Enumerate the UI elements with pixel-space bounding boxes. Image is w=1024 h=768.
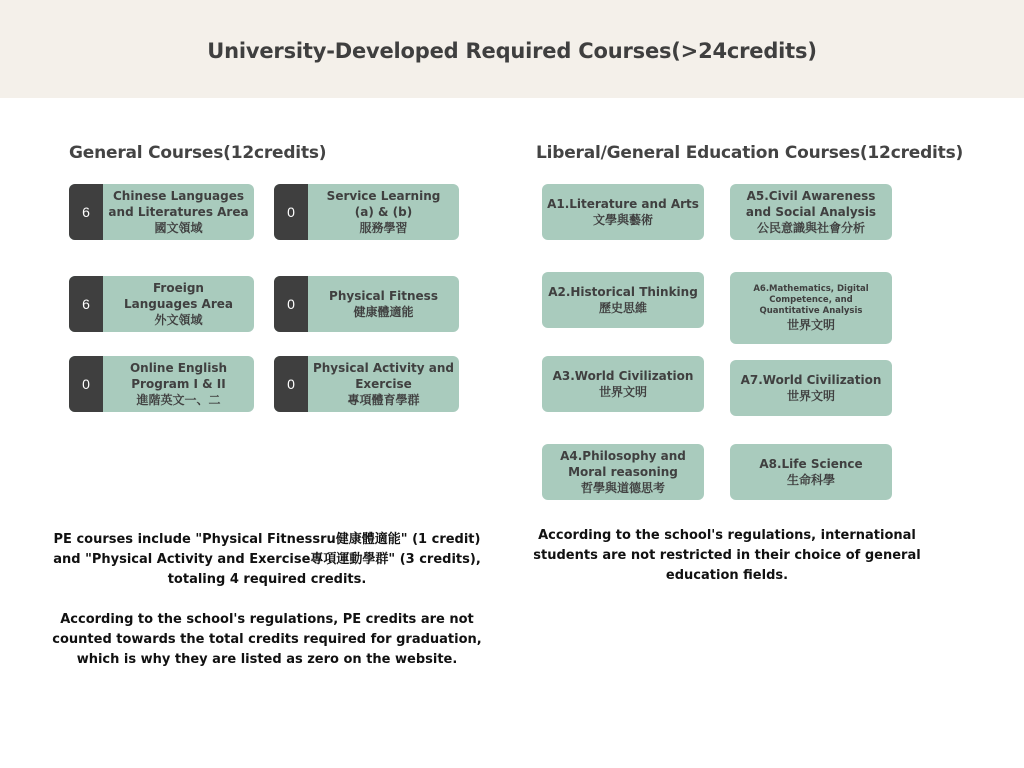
area-card-a2 — [542, 272, 704, 328]
area-label — [542, 184, 704, 240]
area-card-a7 — [730, 360, 892, 416]
area-label — [542, 444, 704, 500]
area-name-zh: 哲學與道德思考 — [580, 481, 665, 495]
course-card-chinese — [69, 184, 254, 240]
area-name-en: A6.Mathematics, Digital Competence, and Quantitative Analysis — [753, 283, 869, 316]
course-label — [103, 356, 254, 412]
course-name-zh: 進階英文一、二 — [136, 393, 221, 407]
area-label — [730, 360, 892, 416]
international-students-note: According to the school's regulations, international students are not restricted in their choice of general education fields. — [533, 528, 921, 583]
area-name-zh: 世界文明 — [786, 317, 835, 332]
page-title: University-Developed Required Courses(>24credits) — [207, 39, 817, 63]
course-name-zh: 健康體適能 — [353, 305, 414, 319]
course-label — [308, 276, 459, 332]
credit-count: 0 — [274, 184, 308, 240]
pe-graduation-note: According to the school's regulations, PE credits are not counted towards the total credits required for graduation, which is why they are listed as zero on the website. — [52, 612, 482, 667]
course-name-en: Physical Fitness — [329, 289, 438, 303]
area-card-a1 — [542, 184, 704, 240]
course-name-en: Chinese Languages and Literatures Area — [108, 189, 249, 219]
area-name-en: A1.Literature and Arts — [547, 197, 699, 211]
course-card-online-english — [69, 356, 254, 412]
area-card-a4 — [542, 444, 704, 500]
credit-count: 0 — [274, 276, 308, 332]
course-card-service-learning — [274, 184, 459, 240]
area-name-en: A4.Philosophy and Moral reasoning — [560, 449, 686, 479]
credit-count: 0 — [69, 356, 103, 412]
area-name-en: A3.World Civilization — [552, 369, 694, 383]
credit-count: 6 — [69, 184, 103, 240]
area-name-zh: 世界文明 — [598, 385, 647, 399]
pe-credits-note: PE courses include "Physical Fitnessru健康體適能" (1 credit) and "Physical Activity and Exercise專項運動學群" (3 credits), totaling 4 required credits. — [53, 532, 481, 587]
course-card-foreign-languages — [69, 276, 254, 332]
course-name-en: Service Learning (a) & (b) — [326, 189, 441, 219]
course-name-en: Froeign Languages Area — [123, 281, 233, 311]
course-name-zh: 服務學習 — [359, 221, 408, 235]
area-label — [542, 356, 704, 412]
course-name-en: Online English Program I & II — [129, 361, 228, 391]
liberal-courses-title: Liberal/General Education Courses(12credits) — [536, 143, 964, 163]
area-name-en: A5.Civil Awareness and Social Analysis — [745, 189, 877, 219]
area-name-en: A2.Historical Thinking — [548, 285, 698, 299]
course-label — [103, 276, 254, 332]
area-name-zh: 世界文明 — [786, 389, 835, 403]
area-card-a3 — [542, 356, 704, 412]
area-name-zh: 文學與藝術 — [592, 213, 653, 227]
course-label — [103, 184, 254, 240]
area-name-zh: 歷史思維 — [598, 301, 647, 315]
course-card-physical-activity — [274, 356, 459, 412]
area-name-zh: 生命科學 — [786, 473, 835, 487]
area-label — [730, 184, 892, 240]
general-courses-title: General Courses(12credits) — [69, 143, 327, 163]
course-name-zh: 外文領域 — [154, 313, 203, 327]
area-label — [730, 272, 892, 344]
area-name-en: A7.World Civilization — [740, 373, 882, 387]
area-label — [730, 444, 892, 500]
course-card-physical-fitness — [274, 276, 459, 332]
area-name-zh: 公民意識與社會分析 — [756, 221, 865, 235]
area-card-a6 — [730, 272, 892, 344]
credit-count: 6 — [69, 276, 103, 332]
area-label — [542, 272, 704, 328]
credit-count: 0 — [274, 356, 308, 412]
area-card-a5 — [730, 184, 892, 240]
course-label — [308, 356, 459, 412]
course-name-zh: 專項體育學群 — [347, 393, 420, 407]
area-card-a8 — [730, 444, 892, 500]
course-name-en: Physical Activity and Exercise — [312, 361, 455, 391]
course-label — [308, 184, 459, 240]
course-name-zh: 國文領域 — [154, 221, 203, 235]
area-name-en: A8.Life Science — [759, 457, 863, 471]
